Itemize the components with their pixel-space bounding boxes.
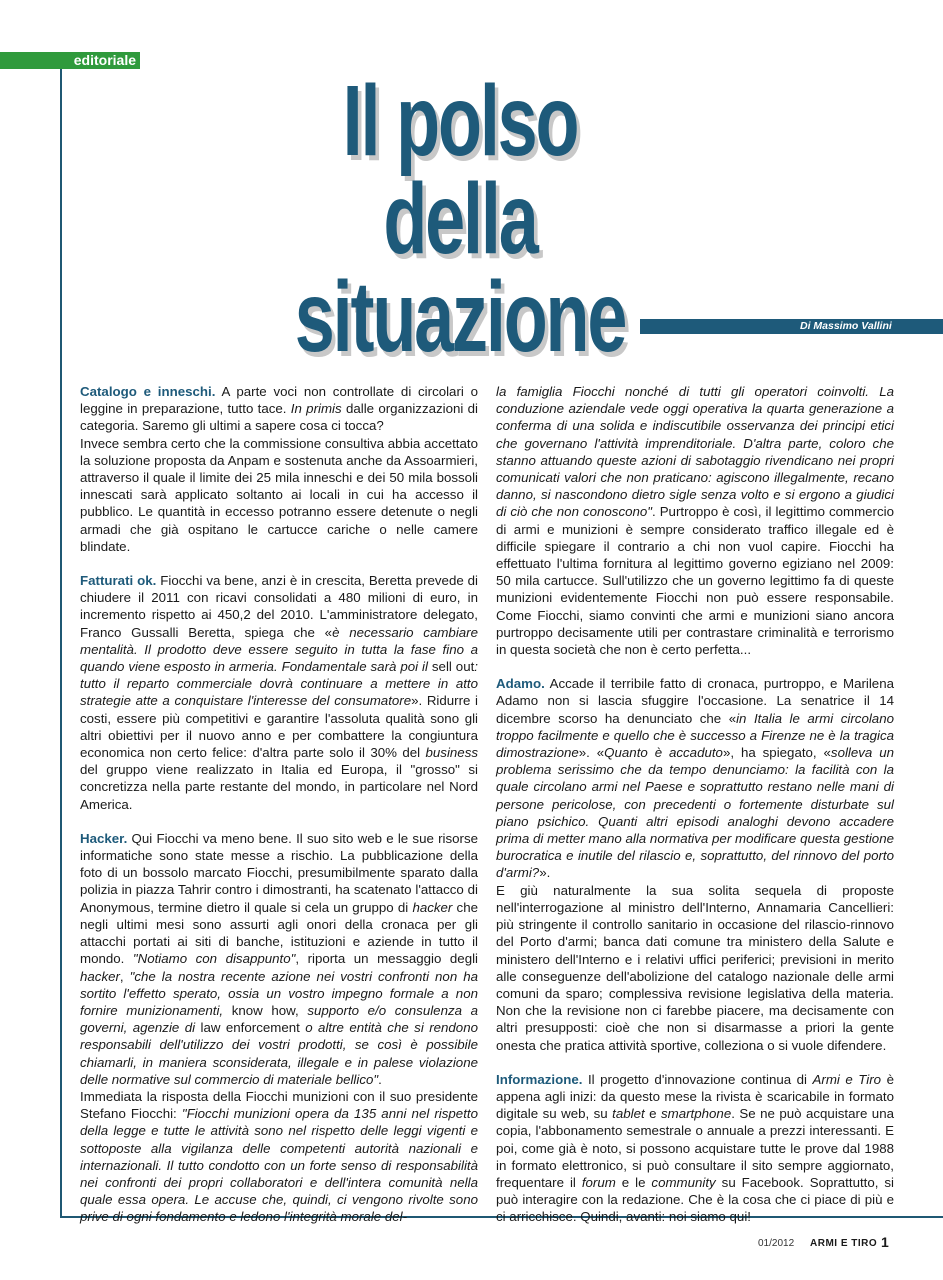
issue-number: 01/2012 xyxy=(758,1238,795,1249)
text-run: In primis xyxy=(290,401,342,417)
text-run: la famiglia Fiocchi nonché di tutti gli operatori coinvolti. La conduzione aziendale vede oggi operativa la quarta generazione a conferma di una solida e indiscutibile osservanza dei principi etici che governano l'attività imprenditoriale. D'altra parte, coloro che stanno attuando queste azioni di sabotaggio rivendicano nei propri comunicati valori che non praticano: agiscono illegalmente, recano danno, si nascondono dietro sigle senza volto e si ergono a giudici di ciò che non conoscono" xyxy=(496,384,894,520)
text-run: community xyxy=(651,1174,716,1190)
text-run: . Purtroppo è così, il legittimo commercio di armi e munizioni è sempre considerato traffico illegale ed è difficile spiegare il contrario a chi non vuol capire. Fiocchi ha effettuato l'ultima fornitura al legittimo governo egiziano nel 2009: 50 mila cartucce. Sull'utilizzo che un governo legittimo fa di queste munizioni evidentemente Fiocchi non può essere responsabile. Come Fiocchi, siamo convinti che armi e munizioni siano ancora purtroppo decisamente utili per contrastare criminalità e terrorismo in questa società che non è certo perfetta... xyxy=(496,504,894,658)
text-run: è necessario cambiare mentalità. Il prodotto deve essere seguito in tutta la fase fino a quando viene esposto in armeria. Fondamentale sarà poi il xyxy=(80,624,478,675)
text-run: business xyxy=(425,745,478,761)
text-run: hacker xyxy=(412,899,453,915)
text-run: Armi e Tiro xyxy=(812,1071,882,1087)
text-run: Accade il terribile fatto di cronaca, purtroppo, e Marilena Adamo non si lascia sfuggire l'occasione. La senatrice il 14 dicembre scorso ha denunciato che « xyxy=(496,676,894,726)
byline: Di Massimo Vallini xyxy=(640,319,943,334)
text-run: , riporta un messaggio degli xyxy=(295,951,479,967)
text-run: ». « xyxy=(578,745,605,761)
article-paragraph xyxy=(80,830,478,1226)
text-run: ». Ridurre i costi, essere più competitivi e garantire l'assoluta qualità sono gli altri obiettivi per il nuovo anno e per combattere la congiuntura economica non certo felice: d'altra parte solo il 30% del xyxy=(80,693,478,761)
text-run: Fiocchi va bene, anzi è in crescita, Beretta prevede di chiudere il 2011 con ricavi consolidati a 480 milioni di euro, in incremento rispetto ai 450,2 del 2010. L'amministratore delegato, Franco Gussalli Beretta, spiega che « xyxy=(80,573,479,640)
text-run: , xyxy=(119,968,130,984)
text-run: sell out xyxy=(427,659,475,675)
text-run: in Italia le armi circolano troppo facilmente e quello che è successo a Firenze ne è la tragica dimostrazione xyxy=(496,710,894,761)
text-run: know how, xyxy=(223,1002,308,1018)
article-column-right xyxy=(496,383,894,1226)
text-run: : tutto il reparto commerciale dovrà continuare a mettere in atto strategie atte a conquistare l'interesse del consumatore xyxy=(80,659,478,709)
text-run: o altre entità che si rendono responsabili dell'utilizzo dei vostri prodotti, se così è possibile chiamarli, in maniera sconsiderata, illegale e in palese violazione delle normative sul commercio di materiale bellico" xyxy=(80,1020,478,1087)
text-run: "Fiocchi munizioni opera da 135 anni nel rispetto della legge e tutte le attività sono nel rispetto delle leggi vigenti e sottoposte alla vigilanza delle competenti autorità nazionali e internazionali. Il tutto condotto con un forte senso di responsabilità nei confronti dei propri collaboratori e dell'intera comunità nella quale essa opera. Le accuse che, quindi, ci vengono rivolte sono prive di ogni fondamento e ledono l'integrità morale del- xyxy=(80,1106,478,1225)
text-run: tablet xyxy=(612,1106,645,1122)
text-run: forum xyxy=(581,1174,616,1190)
text-run: A parte voci non controllate di circolari o leggine in preparazione, tutto tace. xyxy=(80,384,478,417)
paragraph-lead: Fatturati ok. xyxy=(80,573,157,589)
text-run: ». xyxy=(539,865,551,881)
text-run: Invece sembra certo che la commissione consultiva abbia accettato la soluzione proposta da Anpam e sostenuta anche da Assoarmieri, attraverso il quale il limite dei 25 mila inneschi e dei 50 mila bossoli innescati sarà applicato soltanto ai locali in cui ha accesso il pubblico. Le quantità in eccesso potranno essere detenute o negli armadi che già ospitano le cartucce cariche o nelle camere blindate. xyxy=(80,435,478,554)
paragraph-lead: Hacker. xyxy=(80,830,128,846)
article-paragraph xyxy=(496,675,894,1053)
text-run: del gruppo viene realizzato in Italia ed Europa, il "grosso" si concretizza nella parte restante del mondo, in particolare nel Nord America. xyxy=(80,762,478,812)
text-run: E giù naturalmente la sua solita sequela di proposte nell'interrogazione al ministro dell'Interno, Annamaria Cancellieri: più stringente il controllo sanitario in occasione del rilascio-rinnovo del Porto d'armi; banca dati comune tra ministero della Salute e ministero dell'Interno e i relativi uffici periferici; previsioni in merito alle conseguenze dell'abolizione del catalogo nazionale delle armi comuni da sparo; complessiva revisione legislativa della materia. Non che la revisione non ci farebbe piacere, ma decisamente con altri presupposti: cioè che non si disarmasse a priori la gente onesta che pratica attività sportive, colleziona o si vuole difendere. xyxy=(496,882,894,1053)
text-run: supporto e/o consulenza a governi, agenzie di xyxy=(80,1002,479,1036)
text-run: che negli ultimi mesi sono assurti agli onori della cronaca per gli attacchi portati ai siti di banche, istituzioni e aziende in tutto il mondo. xyxy=(80,899,478,967)
text-run: . Se ne può acquistare una copia, l'abbonamento semestrale o annuale a prezzi interessanti. E poi, come già è noto, si possono acquistare tutte le prove dal 1988 in formato elettronico, si può consultare il sito sempre aggiornato, frequentare il xyxy=(496,1106,894,1190)
text-run: Quanto è accaduto xyxy=(604,745,723,761)
article-column-left xyxy=(80,383,478,1226)
text-run: Immediata la risposta della Fiocchi munizioni con il suo presidente Stefano Fiocchi: xyxy=(80,1088,478,1122)
section-tag: editoriale xyxy=(0,52,140,69)
text-run: "che la nostra recente azione nei vostri confronti non ha sortito l'effetto sperato, ossia un vostro impegno formale a non fornire munizionamenti, xyxy=(80,968,478,1018)
paragraph-lead: Informazione. xyxy=(496,1071,583,1087)
paragraph-lead: Catalogo e inneschi. xyxy=(80,384,216,399)
article-paragraph xyxy=(496,1071,894,1226)
text-run: smartphone xyxy=(661,1106,732,1122)
text-run: », ha spiegato, « xyxy=(722,745,831,761)
text-run: hacker xyxy=(80,968,120,984)
text-run: Qui Fiocchi va meno bene. Il suo sito web e le sue risorse informatiche sono state messe a rischio. La pubblicazione della foto di un bossolo marcato Fiocchi, presumibilmente sparato dalla polizia in piazza Tahrir contro i dimostranti, ha scatenato l'attacco di Anonymous, termine dietro il quale si cela un gruppo di xyxy=(80,830,478,915)
article-paragraph xyxy=(80,383,478,555)
text-run: è appena agli inizi: da questo mese la rivista è scaricabile in formato digitale su web, su xyxy=(496,1071,894,1122)
text-run: su Facebook. Soprattutto, si può interagire con la redazione. Che è la cosa che ci piace di più e ci arricchisce. Quindi, avanti: noi siamo qui! xyxy=(496,1174,894,1225)
text-run: "Notiamo con disappunto" xyxy=(132,951,296,967)
text-run: e xyxy=(644,1106,661,1122)
text-run: Il progetto d'innovazione continua di xyxy=(582,1071,813,1087)
text-run: . xyxy=(378,1071,382,1087)
magazine-name: ARMI E TIRO xyxy=(810,1238,878,1249)
text-run: e le xyxy=(615,1174,652,1190)
text-run: law enforcement xyxy=(195,1020,306,1036)
text-run: solleva un problema serissimo che da tempo denunciamo: la facilità con la quale circolano armi nel Paese e soprattutto restano nelle mani di persone pericolose, con precedenti o fortemente disturbate sul piano psichico. Quanti altri episodi analoghi devono accadere prima di metter mano alla normativa per modificare questa gestione burocratica e inutile del rilascio e, soprattutto, del rinnovo del porto d'armi? xyxy=(496,745,895,881)
article-paragraph xyxy=(496,383,894,658)
article-paragraph xyxy=(80,572,478,813)
text-run: dalle organizzazioni di categoria. Saremo gli ultimi a sapere cosa ci tocca? xyxy=(80,401,479,434)
title-line-2: della situazione xyxy=(294,163,626,373)
title-line-1: Il polso xyxy=(342,65,578,177)
paragraph-lead: Adamo. xyxy=(496,676,545,692)
frame-left-rule xyxy=(60,69,62,1218)
page-number: 1 xyxy=(881,1234,889,1250)
